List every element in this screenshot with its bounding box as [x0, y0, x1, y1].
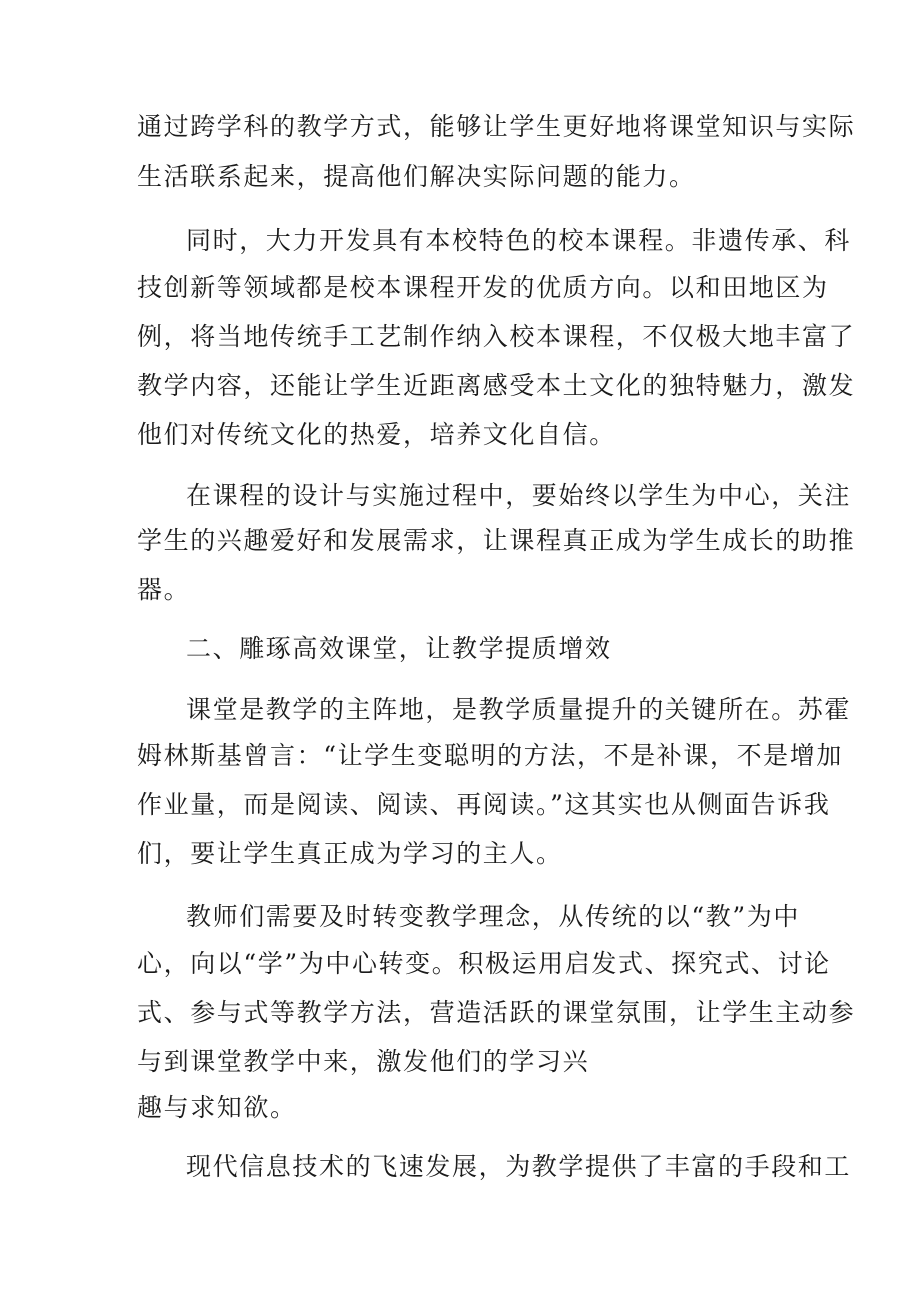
text-line: 课堂是教学的主阵地，是教学质量提升的关键所在。苏霍 — [186, 695, 852, 724]
text-line: 在课程的设计与实施过程中，要始终以学生为中心，关注 — [186, 481, 852, 510]
text-line: 教学内容，还能让学生近距离感受本土文化的独特魅力，激发 — [137, 371, 856, 400]
text-line: 例，将当地传统手工艺制作纳入校本课程，不仅极大地丰富了 — [137, 322, 856, 351]
text-line: 式、参与式等教学方法，营造活跃的课堂氛围，让学生主动参 — [137, 998, 856, 1027]
text-line: 他们对传统文化的热爱，培养文化自信。 — [137, 420, 616, 449]
text-line: 教师们需要及时转变教学理念，从传统的以“教”为中 — [186, 902, 800, 931]
text-line: 技创新等领域都是校本课程开发的优质方向。以和田地区为 — [137, 273, 829, 302]
text-line: 器。 — [137, 575, 191, 604]
section-heading: 二、雕琢高效课堂，让教学提质增效 — [186, 634, 612, 663]
text-line: 生活联系起来，提高他们解决实际问题的能力。 — [137, 162, 696, 191]
text-line: 作业量，而是阅读、阅读、再阅读。”这其实也从侧面告诉我 — [137, 790, 831, 819]
text-line: 学生的兴趣爱好和发展需求，让课程真正成为学生成长的助推 — [137, 526, 856, 555]
text-line: 们，要让学生真正成为学习的主人。 — [137, 839, 563, 868]
text-line: 与到课堂教学中来，激发他们的学习兴 — [137, 1047, 590, 1076]
text-line: 同时，大力开发具有本校特色的校本课程。非遗传承、科 — [186, 226, 852, 255]
text-line: 心，向以“学”为中心转变。积极运用启发式、探究式、讨论 — [137, 949, 831, 978]
text-line: 通过跨学科的教学方式，能够让学生更好地将课堂知识与实际 — [137, 112, 856, 141]
text-line: 现代信息技术的飞速发展，为教学提供了丰富的手段和工 — [186, 1152, 852, 1181]
text-line: 趣与求知欲。 — [137, 1093, 297, 1122]
text-line: 姆林斯基曾言：“让学生变聪明的方法，不是补课，不是增加 — [137, 741, 843, 770]
